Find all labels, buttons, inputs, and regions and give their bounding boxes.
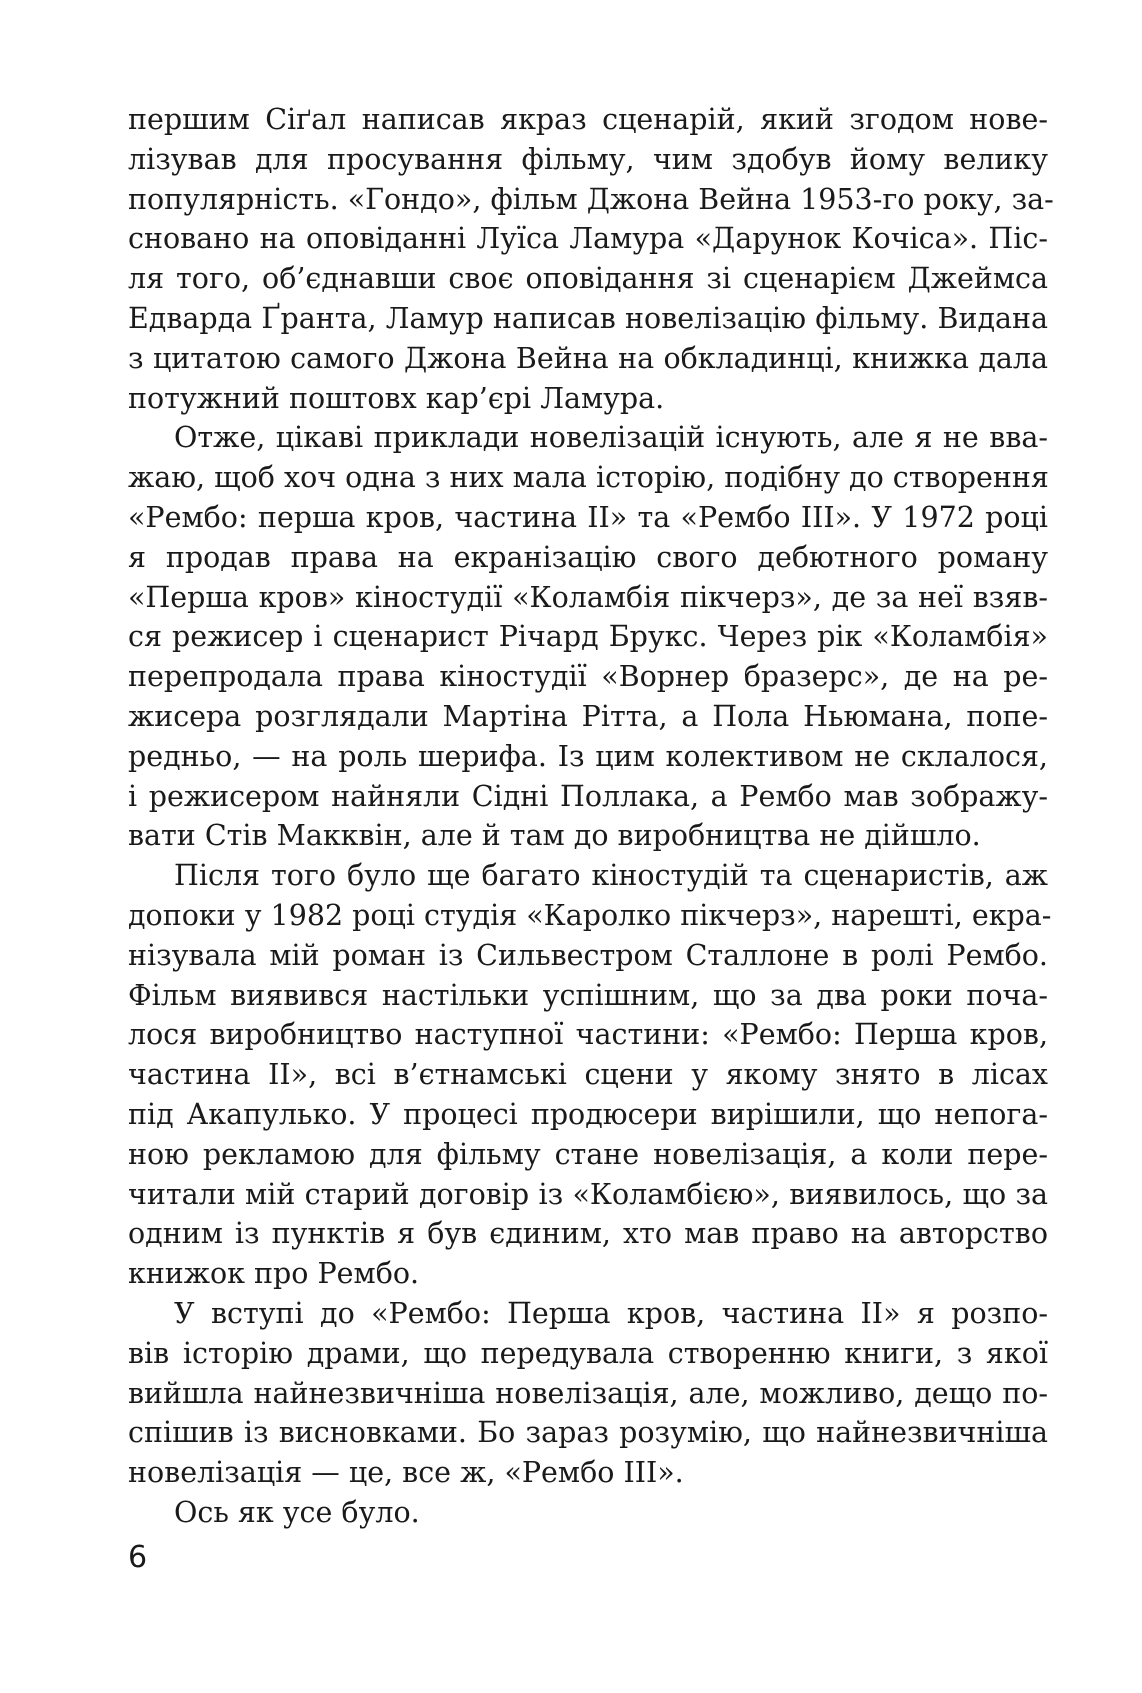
text-line: Отже, цікаві приклади новелізацій існують, але я не вва- xyxy=(174,421,1048,455)
text-line: я продав права на екранізацію свого дебютного роману xyxy=(128,540,1048,574)
page-body xyxy=(128,100,1054,1533)
text-line: частина II», всі в’єтнамські сцени у якому знято в лісах xyxy=(128,1058,1048,1092)
text-line: нізувала мій роман із Сильвестром Сталлоне в ролі Рембо. xyxy=(128,938,1048,972)
paragraph xyxy=(128,1493,1048,1533)
text-line: жаю, щоб хоч одна з них мала історію, подібну до створення xyxy=(128,461,1049,495)
text-line: популярність. «Гондо», фільм Джона Вейна 1953-го року, за- xyxy=(128,182,1054,216)
text-line: Після того було ще багато кіностудій та сценаристів, аж xyxy=(174,859,1048,893)
text-line: книжок про Рембо. xyxy=(128,1257,420,1291)
text-line: лося виробництво наступної частини: «Рембо: Перша кров, xyxy=(128,1018,1048,1052)
text-line: жисера розглядали Мартіна Рітта, а Пола Ньюмана, попе- xyxy=(128,699,1048,733)
text-line: У вступі до «Рембо: Перша кров, частина II» я розпо- xyxy=(174,1296,1048,1330)
text-line: вийшла найнезвичніша новелізація, але, можливо, дещо по- xyxy=(128,1376,1048,1410)
text-line: перепродала права кіностудії «Ворнер бразерс», де на ре- xyxy=(128,660,1048,694)
paragraph xyxy=(128,418,1048,856)
text-line: редньо, — на роль шерифа. Із цим колективом не склалося, xyxy=(128,739,1048,773)
text-line: одним із пунктів я був єдиним, хто мав право на авторство xyxy=(128,1217,1048,1251)
text-line: Едварда Ґранта, Ламур написав новелізацію фільму. Видана xyxy=(128,301,1048,335)
text-line: читали мій старий договір із «Коламбією», виявилось, що за xyxy=(128,1177,1048,1211)
text-line: допоки у 1982 році студія «Каролко пікчерз», нарешті, екра- xyxy=(128,898,1052,932)
text-line: Ось як усе було. xyxy=(174,1495,420,1529)
paragraph xyxy=(128,1294,1048,1493)
text-line: вати Стів Макквін, але й там до виробництва не дійшло. xyxy=(128,819,981,853)
text-line: ля того, об’єднавши своє оповідання зі сценарієм Джеймса xyxy=(128,262,1048,296)
text-line: вів історію драми, що передувала створенню книги, з якої xyxy=(128,1336,1048,1370)
text-line: новелізація — це, все ж, «Рембо III». xyxy=(128,1456,684,1490)
text-line: ся режисер і сценарист Річард Брукс. Через рік «Коламбія» xyxy=(128,620,1048,654)
paragraph xyxy=(128,856,1052,1294)
text-line: Фільм виявився настільки успішним, що за два роки поча- xyxy=(128,978,1048,1012)
page-number: 6 xyxy=(128,1540,148,1575)
paragraph xyxy=(128,100,1054,418)
text-line: спішив із висновками. Бо зараз розумію, що найнезвичніша xyxy=(128,1416,1048,1450)
text-line: «Перша кров» кіностудії «Коламбія пікчерз», де за неї взяв- xyxy=(128,580,1048,614)
text-line: лізував для просування фільму, чим здобув йому велику xyxy=(128,142,1048,176)
text-line: і режисером найняли Сідні Поллака, а Рембо мав зображу- xyxy=(128,779,1048,813)
text-line: з цитатою самого Джона Вейна на обкладинці, книжка дала xyxy=(128,341,1048,375)
text-line: ною рекламою для фільму стане новелізація, а коли пере- xyxy=(128,1137,1048,1171)
text-line: під Акапулько. У процесі продюсери вирішили, що непога- xyxy=(128,1097,1048,1131)
text-line: сновано на оповіданні Луїса Ламура «Дарунок Кочіса». Піс- xyxy=(128,222,1048,256)
text-line: першим Сіґал написав якраз сценарій, який згодом нове- xyxy=(128,103,1048,136)
text-line: «Рембо: перша кров, частина II» та «Рембо III». У 1972 році xyxy=(128,500,1048,534)
text-line: потужний поштовх кар’єрі Ламура. xyxy=(128,381,665,415)
